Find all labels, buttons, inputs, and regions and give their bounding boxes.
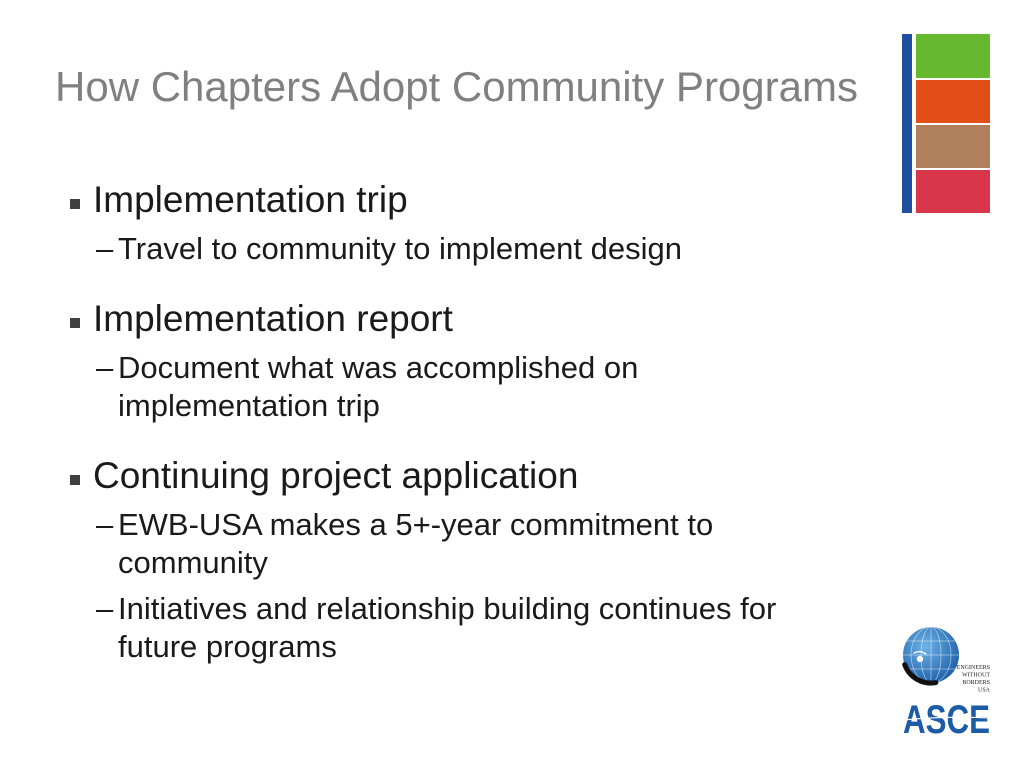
sub-bullet-text: EWB-USA makes a 5+-year commitment to community	[118, 507, 714, 580]
sub-bullet-dash: –	[96, 591, 114, 626]
bullet-square-icon	[70, 475, 80, 485]
sub-bullet-dash: –	[96, 507, 114, 542]
bullet-square-icon	[70, 199, 80, 209]
sub-bullet-item	[0, 506, 800, 582]
sub-bullet-item	[0, 349, 800, 425]
sub-bullet-item	[0, 590, 800, 666]
bullet-list	[0, 178, 800, 666]
bullet-item	[0, 178, 800, 222]
bullet-text: Continuing project application	[93, 455, 579, 496]
sub-bullet-dash: –	[96, 231, 114, 266]
bullet-item	[0, 297, 800, 341]
ewb-logo-text-line: ENGINEERS	[956, 665, 990, 671]
bullet-group	[0, 297, 800, 425]
accent-stripe-blue	[902, 34, 912, 213]
asce-logo-text: ASCE	[903, 698, 990, 742]
bullet-group	[0, 454, 800, 666]
bullet-item	[0, 454, 800, 498]
ewb-logo-text-line: WITHOUT	[962, 672, 990, 679]
sub-bullet-dash: –	[96, 350, 114, 385]
slide-title: How Chapters Adopt Community Programs	[55, 63, 858, 110]
accent-block-green	[916, 34, 990, 78]
bullet-text: Implementation report	[93, 298, 453, 339]
ewb-logo-text-line: BORDERS	[962, 680, 990, 686]
ewb-logo-text-line: USA	[977, 687, 990, 694]
ewb-globe-icon	[903, 627, 959, 683]
bullet-group	[0, 178, 800, 268]
accent-block-tan	[916, 125, 990, 168]
sub-bullet-text: Initiatives and relationship building continues for future programs	[118, 591, 777, 664]
sub-bullet-text: Travel to community to implement design	[118, 231, 682, 266]
bullet-square-icon	[70, 318, 80, 328]
accent-block-orange	[916, 80, 990, 123]
sub-bullet-text: Document what was accomplished on implementation trip	[118, 350, 639, 423]
bullet-text: Implementation trip	[93, 179, 408, 220]
accent-block-red	[916, 170, 990, 213]
sub-bullet-item	[0, 230, 800, 268]
ewb-asce-logo	[900, 624, 995, 742]
